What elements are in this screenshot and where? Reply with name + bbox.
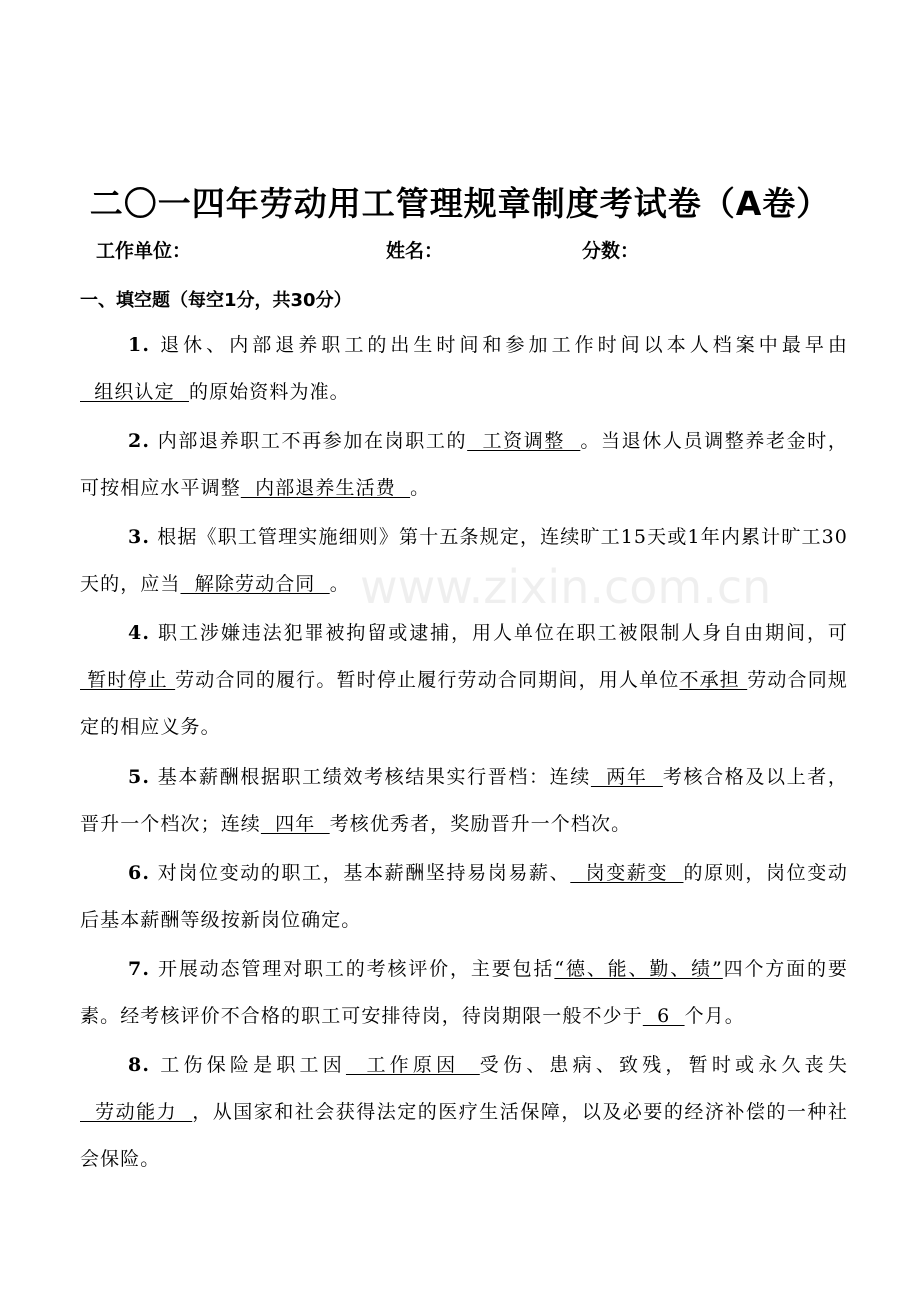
score-label: 分数： <box>582 240 640 262</box>
answer-blank: 劳动能力 <box>80 1101 193 1123</box>
question-text: 。 <box>329 573 350 595</box>
watermark: www.zixin.com.cn <box>360 560 772 614</box>
question-2 <box>80 418 848 512</box>
answer-blank: 内部退养生活费 <box>240 477 411 499</box>
question-text: 。 <box>410 477 431 499</box>
question-text: 工伤保险是职工因 <box>150 1054 346 1076</box>
answer-blank: 工作原因 <box>345 1054 480 1076</box>
question-text: 退休、内部退养职工的出生时间和参加工作时间以本人档案中最早由 <box>150 334 848 356</box>
name-label: 姓名： <box>386 240 444 262</box>
question-number: 1. <box>128 334 151 356</box>
question-text: 的原始资料为准。 <box>188 381 350 403</box>
question-number: 3. <box>128 526 151 548</box>
question-text: 考核优秀者，奖励晋升一个档次。 <box>329 813 632 835</box>
question-text: 对岗位变动的职工，基本薪酬坚持易岗易薪、 <box>150 862 571 884</box>
answer-blank: 岗变薪变 <box>570 862 684 884</box>
answer-blank: 解除劳动合同 <box>180 573 330 595</box>
answer-blank: “德、能、勤、绩” <box>554 958 723 980</box>
question-text: 内部退养职工不再参加在岗职工的 <box>150 430 468 452</box>
question-number: 8. <box>128 1054 151 1076</box>
answer-blank: 6 <box>642 1005 685 1027</box>
work-unit-label: 工作单位： <box>96 240 192 262</box>
question-text: 劳动合同规定的相应义务。 <box>80 669 848 738</box>
question-text: 个月。 <box>684 1005 745 1027</box>
section-heading: 一、填空题（每空1分，共30分） <box>80 290 352 311</box>
question-text: 职工涉嫌违法犯罪被拘留或逮捕，用人单位在职工被限制人身自由期间，可 <box>150 622 848 644</box>
question-text: 考核合格及以上者，晋升一个档次；连续 <box>80 766 848 835</box>
answer-blank: 不承担 <box>679 669 748 691</box>
question-text: 四个方面的要素。经考核评价不合格的职工可安排待岗，待岗期限一般不少于 <box>80 958 848 1027</box>
question-5 <box>80 754 848 848</box>
question-text: 劳动合同的履行。暂时停止履行劳动合同期间，用人单位 <box>175 669 680 691</box>
question-number: 5. <box>128 766 151 788</box>
question-number: 2. <box>128 430 151 452</box>
question-number: 4. <box>128 622 151 644</box>
answer-blank: 组织认定 <box>80 381 189 403</box>
question-number: 6. <box>128 862 151 884</box>
exam-title: 二〇一四年劳动用工管理规章制度考试卷（A卷） <box>89 184 831 223</box>
question-3 <box>80 514 848 608</box>
question-text: 根据《职工管理实施细则》第十五条规定，连续旷工15天或1年内累计旷工30天的，应当 <box>80 526 848 595</box>
answer-blank: 四年 <box>260 813 330 835</box>
question-text: ，从国家和社会获得法定的医疗生活保障，以及必要的经济补偿的一种社会保险。 <box>80 1101 849 1170</box>
question-6 <box>80 850 848 944</box>
question-4 <box>80 610 848 751</box>
question-7 <box>80 946 848 1040</box>
answer-blank: 两年 <box>590 766 663 788</box>
answer-blank: 工资调整 <box>467 430 581 452</box>
answer-blank: 暂时停止 <box>80 669 176 691</box>
question-text: 基本薪酬根据职工绩效考核结果实行晋档：连续 <box>150 766 591 788</box>
question-number: 7. <box>128 958 151 980</box>
question-text: 的原则，岗位变动后基本薪酬等级按新岗位确定。 <box>80 862 848 931</box>
question-8 <box>80 1042 848 1183</box>
question-text: 开展动态管理对职工的考核评价，主要包括 <box>150 958 555 980</box>
question-text: 受伤、患病、致残，暂时或永久丧失 <box>479 1054 848 1076</box>
question-1 <box>80 322 848 416</box>
question-text: 。当退休人员调整养老金时，可按相应水平调整 <box>80 430 848 499</box>
